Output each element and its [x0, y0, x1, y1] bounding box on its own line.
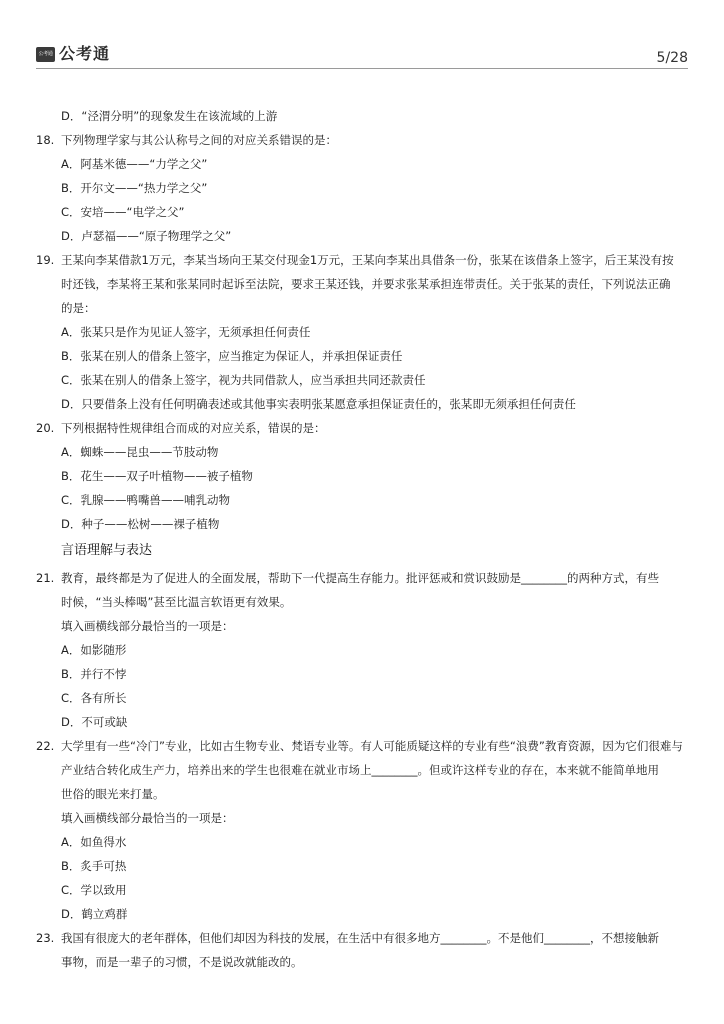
- question-text: 事物，而是一辈子的习惯，不是说改就能改的。: [61, 955, 303, 969]
- question-number: 23.: [36, 931, 55, 945]
- option-b: B．张某在别人的借条上签字，应当推定为保证人，并承担保证责任: [61, 349, 403, 363]
- question-text: 时还钱，李某将王某和张某同时起诉至法院，要求王某还钱，并要求张某承担连带责任。关于张某的责任，下列说法正确: [61, 277, 671, 291]
- option-c: C．安培——“电学之父”: [61, 205, 185, 219]
- option-b: B．炙手可热: [61, 859, 127, 873]
- option-c: C．乳腺——鸭嘴兽——哺乳动物: [61, 493, 231, 507]
- option-d: D．不可或缺: [61, 715, 128, 729]
- question-text: 产业结合转化成生产力，培养出来的学生也很难在就业市场上________。但或许这样专业的存在，本来就不能简单地用: [61, 763, 659, 777]
- question-text: 时候，“当头棒喝”甚至比温言软语更有效果。: [61, 595, 292, 609]
- question-20: [36, 416, 692, 440]
- q17-option-d: D．“泾渭分明”的现象发生在该流域的上游: [61, 109, 278, 123]
- question-text: 大学里有一些“冷门”专业，比如古生物专业、梵语专业等。有人可能质疑这样的专业有些“浪费”教育资源，因为它们很难与: [61, 739, 683, 753]
- question-prompt: 填入画横线部分最恰当的一项是：: [61, 811, 234, 825]
- section-title: 言语理解与表达: [61, 543, 153, 558]
- option-a: A．如影随形: [61, 643, 127, 657]
- page-header: [36, 44, 688, 69]
- question-number: 20.: [36, 421, 55, 435]
- option-a: A．蜘蛛——昆虫——节肢动物: [61, 445, 219, 459]
- option-b: B．开尔文——“热力学之父”: [61, 181, 208, 195]
- question-number: 19.: [36, 253, 55, 267]
- question-19: [36, 248, 692, 272]
- question-text: 教育，最终都是为了促进人的全面发展，帮助下一代提高生存能力。批评惩戒和赏识鼓励是________的两种方式，有些: [61, 571, 659, 585]
- logo-icon: 公考通: [36, 47, 55, 62]
- option-d: D．卢瑟福——“原子物理学之父”: [61, 229, 232, 243]
- option-a: A．如鱼得水: [61, 835, 127, 849]
- option-a: A．阿基米德——“力学之父”: [61, 157, 208, 171]
- option-c: C．学以致用: [61, 883, 127, 897]
- option-d: D．种子——松树——裸子植物: [61, 517, 220, 531]
- option-a: A．张某只是作为见证人签字，无须承担任何责任: [61, 325, 311, 339]
- question-number: 22.: [36, 739, 55, 753]
- question-18: [36, 128, 692, 152]
- option-c: C．张某在别人的借条上签字，视为共同借款人，应当承担共同还款责任: [61, 373, 426, 387]
- option-d: D．只要借条上没有任何明确表述或其他事实表明张某愿意承担保证责任的，张某即无须承担任何责任: [61, 397, 576, 411]
- question-text: 的是：: [61, 301, 96, 315]
- option-d: D．鹤立鸡群: [61, 907, 128, 921]
- question-number: 21.: [36, 571, 55, 585]
- question-22: [36, 734, 692, 758]
- logo-text: 公考通: [59, 44, 111, 63]
- question-21: [36, 566, 692, 590]
- option-b: B．花生——双子叶植物——被子植物: [61, 469, 253, 483]
- question-text: 下列物理学家与其公认称号之间的对应关系错误的是：: [61, 133, 337, 147]
- question-number: 18.: [36, 133, 55, 147]
- question-text: 我国有很庞大的老年群体，但他们却因为科技的发展，在生活中有很多地方________。不是他们________，不想接触新: [61, 931, 659, 945]
- option-c: C．各有所长: [61, 691, 127, 705]
- question-text: 下列根据特性规律组合而成的对应关系，错误的是：: [61, 421, 326, 435]
- question-prompt: 填入画横线部分最恰当的一项是：: [61, 619, 234, 633]
- page-number: 5/28: [656, 50, 688, 66]
- question-text: 世俗的眼光来打量。: [61, 787, 165, 801]
- question-text: 王某向李某借款1万元，李某当场向王某交付现金1万元，王某向李某出具借条一份，张某在该借条上签字，后王某没有按: [61, 253, 674, 267]
- page-content: [36, 104, 692, 974]
- question-23: [36, 926, 692, 950]
- option-b: B．并行不悖: [61, 667, 127, 681]
